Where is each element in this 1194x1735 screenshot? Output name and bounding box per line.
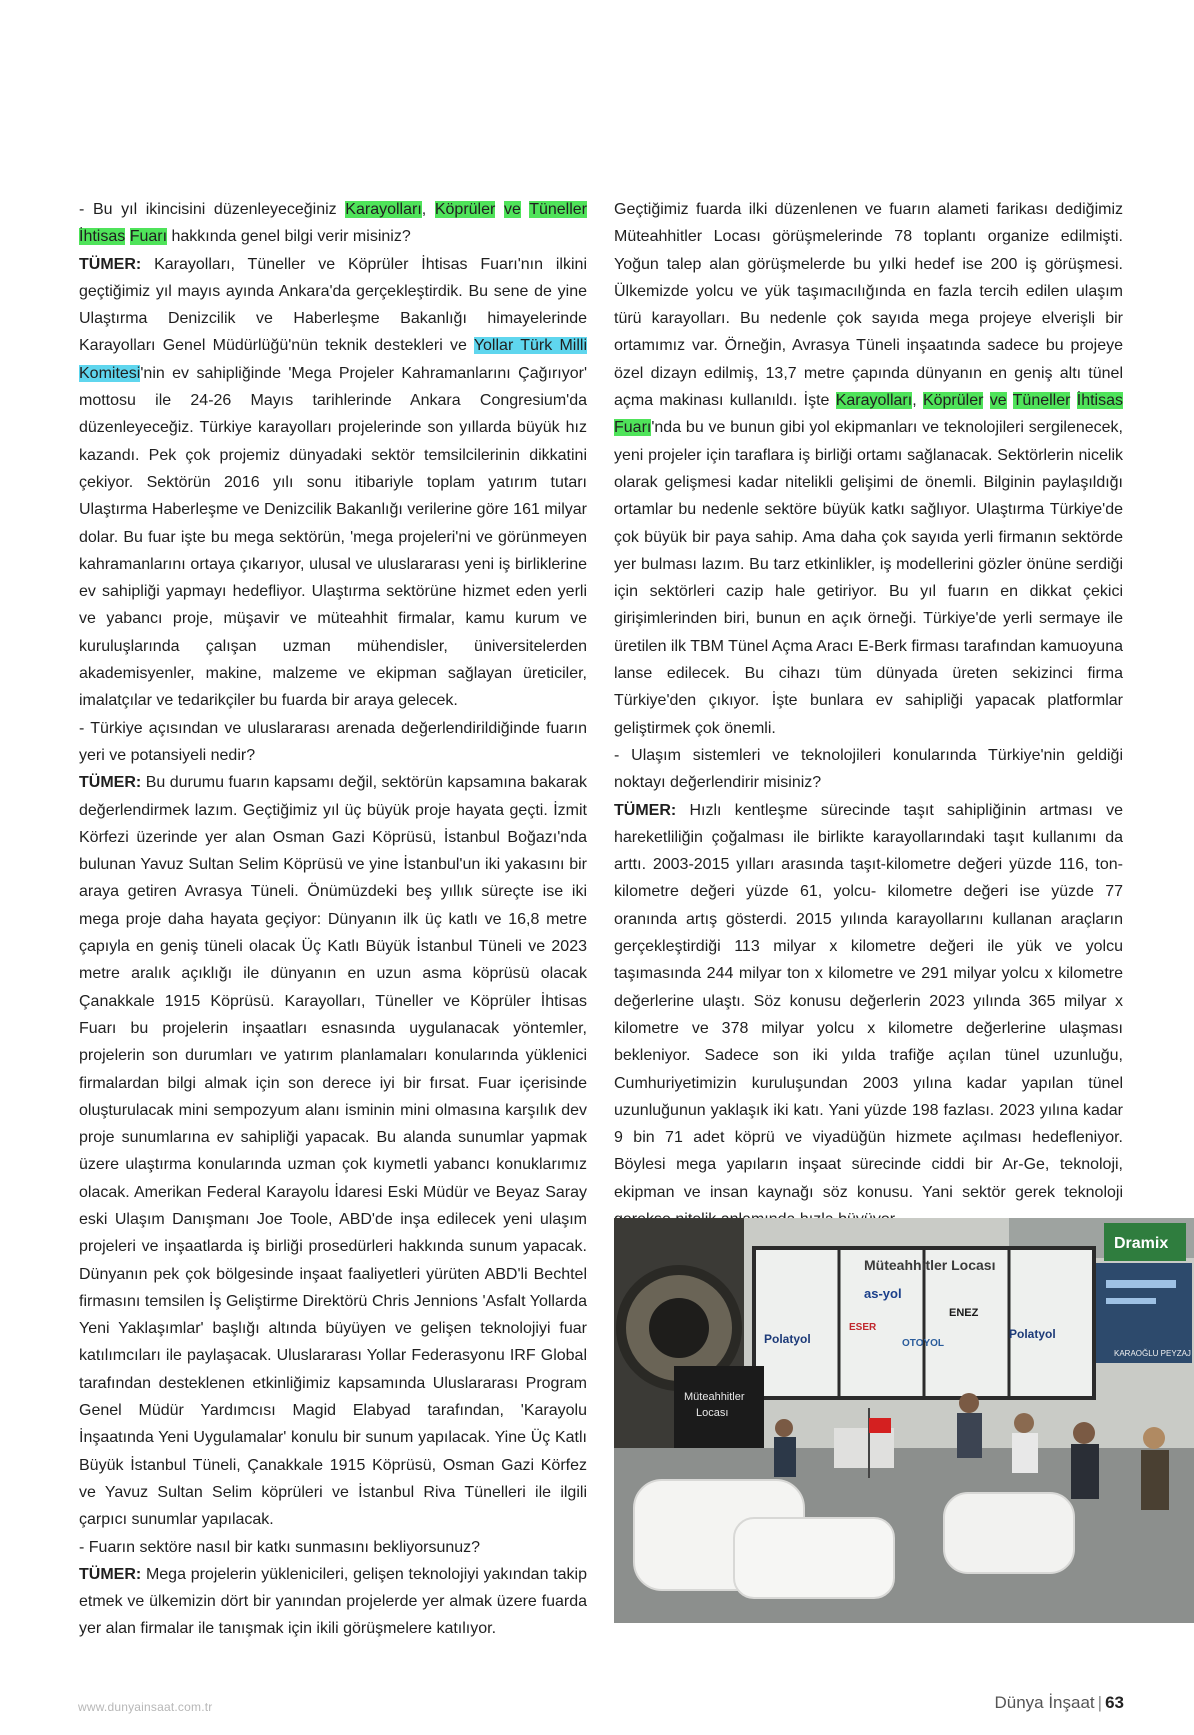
- question-text: hakkında genel bilgi verir misiniz?: [167, 228, 411, 246]
- visitor-head: [1073, 1422, 1095, 1444]
- polatyol-logo: Polatyol: [1009, 1327, 1056, 1341]
- answer-text: Bu durumu fuarın kapsamı değil, sektörün kapsamına bakarak değerlendirmek lazım. Geçtiğimiz yıl üç büyük proje hayata geçti. İzmit Körfezi üzerinde yer alan Osman Gazi Köprüsü, İstanbul Boğazı'nda bulunan Yavuz Sultan Selim Köprüsü ve yine İstanbul'un iki yakasını bir araya getiren Avrasya Tüneli. Önümüzdeki beş yıllık süreçte ise iki mega proje daha hayata geçiyor: Dünyanın ilk üç katlı ve 16,8 metre çapıyla en geniş tüneli olacak Üç Katlı Büyük İstanbul Tüneli ve 2023 metre aralık açıklığı ile dünyanın en uzun asma köprüsü olacak Çanakkale 1915 Köprüsü. Karayolları, Tüneller ve Köprüler İhtisas Fuarı bu projelerin inşaatları esnasında uygulanacak yöntemler, projelerin son durumları ve yatırım planlamaları konularında yüklenici firmalardan bilgi almak için son derece iyi bir fırsat. Fuar içerisinde oluşturulacak mini sempozyum alanı isminin mini olmasına karşılık dev proje sunumlarına ev sahipliği yapacak. Bu alanda sunumlar yapmak üzere ulaştırma konularında uzman çok kıymetli yabancı konuklarımız olacak. Amerikan Federal Karayolu İdaresi Eski Müdür ve Beyaz Saray eski Ulaşım Danışmanı Joe Toole, ABD'de inşa edilecek yeni ulaşım projeleri ve inşaatlarda iş birliği prosedürleri hakkında sunum yapacak. Dünyanın pek çok bölgesinde inşaat faaliyetleri yürüten ABD'li Bechtel firmasını temsilen İş Geliştirme Direktörü Chris Jennions 'Asfalt Yollarda Yeni Yaklaşımlar' başlığı altında büyüyen ve gelişen teknolojiyi fuar katılımcıları ile paylaşacak. Uluslararası Yollar Federasyonu IRF Global tarafından desteklenen etkinliğimiz kapsamında Uluslararası Program Genel Müdür Yardımcısı Magid Elabyad tarafından, 'Karayolu İnşaatında Yeni Uygulamalar' konulu bir sunum yapılacak. Yine Üç Katlı Büyük İstanbul Tüneli, Çanakkale 1915 Köprüsü, Osman Gazi Körfez ve Yavuz Sultan Selim köprüleri ve İstanbul Riva Tünelleri ile ilgili çarpıcı sunumlar yapılacak.: [79, 774, 587, 1529]
- speaker-label: TÜMER:: [614, 801, 677, 819]
- booth-photo-illustration: [614, 1218, 1194, 1623]
- visitor-head: [775, 1419, 793, 1437]
- question-4: - Ulaşım sistemleri ve teknolojileri konularında Türkiye'nin geldiği noktayı değerlendirir misiniz?: [614, 746, 1123, 792]
- visitor-head: [959, 1393, 979, 1413]
- footer-website: www.dunyainsaat.com.tr: [78, 1700, 213, 1714]
- turkish-flag: [869, 1418, 891, 1433]
- table: [834, 1428, 894, 1468]
- highlight: Köprüler: [434, 201, 496, 218]
- answer-text: 'nin ev sahipliğinde 'Mega Projeler Kahramanlarını Çağırıyor' mottosu ile 24-26 Mayıs tarihlerinde Ankara Congresium'da düzenleyeceğiz. Türkiye karayolları projelerinde son yıllarda büyük hız kazandı. Pek çok projemiz dünyadaki sektör temsilcilerinin dikkatini çekiyor. Sektörün 2016 yılı sonu itibariyle toplam yatırım tutarı Ulaştırma Haberleşme ve Denizcilik Bakanlığı verilerine göre 161 milyar dolar. Bu fuar işte bu mega sektörün, 'mega projeleri'ni ve görünmeyen kahramanlarını ortaya çıkarıyor, ulusal ve uluslararası yeni iş birliklerine ev sahipliği yapmayı hedefliyor. Ulaştırma sektörüne hizmet eden yerli ve yabancı proje, müşavir ve müteahhit firmalar, kamu kurum ve kuruluşlarında çalışan uzman mühendisler, üniversitelerden akademisyenler, makine, malzeme ve ekipman sağlayan üreticiler, imalatçılar ve tedarikçiler bu fuarda bir araya gelecek.: [79, 364, 587, 710]
- highlight: İhtisas: [79, 228, 126, 246]
- highlight: Fuarı: [129, 228, 168, 246]
- white-armchair: [944, 1493, 1074, 1573]
- highlight: Köprüler: [922, 392, 984, 410]
- question-3: - Fuarın sektöre nasıl bir katkı sunmasını bekliyorsunuz?: [79, 1538, 481, 1556]
- answer-text: Mega projelerin yüklenicileri, gelişen teknolojiyi yakından takip etmek ve ülkemizin dört bir yanından projelerde yer almak üzere fuarda yer alan firmalar ile tanışmak için ikili görüşmelere katılıyor.: [79, 1565, 587, 1638]
- paragraph-1: [614, 196, 1123, 742]
- dramix-sign: Dramix: [1114, 1235, 1169, 1252]
- answer-2: [79, 769, 587, 1533]
- separator: [1007, 392, 1013, 409]
- poster-detail: [1106, 1280, 1176, 1288]
- eser-logo: ESER: [849, 1322, 877, 1333]
- visitor-body: [1071, 1444, 1099, 1499]
- karaoglu-sign: KARAOĞLU PEYZAJ: [1114, 1349, 1191, 1358]
- separator: [521, 201, 529, 218]
- counter-sign-line-1: Müteahhitler: [684, 1391, 745, 1403]
- asyol-logo: as-yol: [864, 1286, 902, 1301]
- highlight: Tüneller: [529, 201, 587, 218]
- visitor-body: [957, 1413, 982, 1458]
- paragraph-text: 'nda bu ve bunun gibi yol ekipmanları ve teknolojileri sergilenecek, yeni projeler için taraflara iş birliği ortamı sağlanacak. Sektörlerin nicelik olarak gelişmesi kadar nitelikli gelişimi de önemli. Bilginin paylaşıldığı ortamlar bu nedenle sektöre büyük katkı sağlıyor. Ulaştırma Türkiye'de çok büyük bir paya sahip. Ama daha çok sayıda yerli firmanın sektörde yer bulması lazım. Bu tarz etkinlikler, iş modellerini gözler önüne serdiği için sektörleri cazip hale getiriyor. Bu yıl fuarın en dikkat çekici girişimlerinden biri, bunun en açık örneği. Türkiye'de yerli sermaye ile üretilen ilk TBM Tünel Açma Aracı E-Berk firması tarafından kamuoyuna lanse edilecek. Bu cihazı tüm dünyada üreten sekizinci firma Türkiye'den çıkıyor. İşte bunlara ev sahipliği yapacak platformlar geliştirmek çok önemli.: [614, 419, 1123, 737]
- magazine-name: Dünya İnşaat: [994, 1693, 1095, 1712]
- left-column: [79, 196, 587, 1643]
- separator: [983, 392, 989, 409]
- counter-sign-line-2: Locası: [696, 1407, 729, 1419]
- visitor-body: [1141, 1450, 1169, 1510]
- visitor-body: [1012, 1433, 1038, 1473]
- separator: ,: [421, 201, 435, 218]
- speaker-label: TÜMER:: [79, 774, 142, 792]
- question-text: - Bu yıl ikincisini düzenleyeceğiniz: [79, 201, 346, 218]
- answer-text: Hızlı kentleşme sürecinde taşıt sahipliğinin artması ve hareketliliğin çoğalması ile birlikte karayollarındaki taşıt kullanımı da arttı. 2003-2015 yılları arasında taşıt-kilometre değeri yüzde 116, ton- kilometre değeri yüzde 61, yolcu- kilometre değeri ise yüzde 77 oranında artış gösterdi. 2015 yılında karayollarını kullanan araçların gerçekleştirdiği 113 milyar x kilometre değeri ile yük ve yolcu taşımasında 244 milyar ton x kilometre ve 291 milyar yolcu x kilometre değerlerine ulaştı. Söz konusu değerlerin 2023 yılında 365 milyar x kilometre ve 378 milyar yolcu x kilometre değerlerine ulaşması bekleniyor. Sadece son iki yılda trafiğe açılan tünel uzunluğu, Cumhuriyetimizin kuruluşundan 2003 yılına kadar yapılan tünel uzunluğunun yaklaşık iki katı. Yani yüzde 198 fazlası. 2023 yılına kadar 9 bin 71 adet köprü ve viyadüğün hizmete açılması hedefleniyor. Böylesi mega yapıların inşaat sürecinde ciddi bir Ar-Ge, teknoloji, ekipman ve insan kaynağı söz konusu. Yani sektör gerek teknoloji: [614, 801, 1123, 1201]
- white-armchair: [734, 1518, 894, 1598]
- speaker-label: TÜMER:: [79, 255, 142, 273]
- visitor-head: [1014, 1413, 1034, 1433]
- visitor-body: [774, 1437, 796, 1477]
- otoyol-logo: OTOYOL: [902, 1338, 945, 1349]
- page-number: 63: [1105, 1693, 1124, 1712]
- highlight: Fuarı: [614, 419, 652, 437]
- answer-3: [79, 1561, 587, 1643]
- separator: [495, 201, 504, 218]
- highlight: ve: [989, 392, 1007, 410]
- footer-separator: |: [1097, 1693, 1103, 1712]
- answer-1: [79, 251, 587, 715]
- footer-magazine: [994, 1693, 1124, 1713]
- muteahhitler-locasi-sign: Müteahhitler Locası: [864, 1257, 996, 1273]
- visitor-head: [1143, 1427, 1165, 1449]
- separator: [1070, 392, 1076, 409]
- highlight: Karayolları: [835, 392, 913, 410]
- highlight: ve: [503, 201, 521, 218]
- tunnel-opening: [649, 1298, 709, 1358]
- polatyol-logo: Polatyol: [764, 1332, 811, 1346]
- fair-booth-photo: [614, 1218, 1194, 1623]
- highlight: İhtisas: [1076, 392, 1124, 410]
- question-1: [79, 196, 587, 251]
- poster-detail: [1106, 1298, 1156, 1304]
- separator: ,: [912, 392, 923, 410]
- highlight: Karayolları: [345, 201, 422, 218]
- side-poster: [1094, 1263, 1192, 1363]
- question-2: - Türkiye açısından ve uluslararası arenada değerlendirildiğinde fuarın yeri ve potansiyeli nedir?: [79, 719, 587, 764]
- enez-logo: ENEZ: [949, 1307, 979, 1319]
- right-column: [614, 196, 1123, 1233]
- answer-4: [614, 797, 1123, 1234]
- highlight: Yollar Türk Milli Komitesi: [79, 337, 587, 382]
- paragraph-text: Geçtiğimiz fuarda ilki düzenlenen ve fuarın alameti farikası dediğimiz Müteahhitler Locası görüşmelerinde 78 toplantı organize edilmişti. Yoğun talep alan görüşmelerde bu yılki hedef ise 200 iş görüşmesi. Ülkemizde yolcu ve yük taşımacılığında en fazla tercih edilen ulaşım türü karayolları. Bu nedenle çok sayıda mega projeye elverişli bir ortamımız var. Örneğin, Avrasya Tüneli inşaatında sadece bu projeye özel dizayn edilmiş, 13,7 metre çapında dünyanın en geniş altı tünel açma makinası kullanıldı. İşte: [614, 201, 1123, 410]
- speaker-label: TÜMER:: [79, 1565, 142, 1583]
- answer-text: Karayolları, Tüneller ve Köprüler İhtisas Fuarı'nın ilkini geçtiğimiz yıl mayıs ayında Ankara'da gerçekleştirdik. Bu sene de yine Ulaştırma Denizcilik ve Haberleşme Bakanlığı himayelerinde Karayolları Genel Müdürlüğü'nün teknik destekleri ve: [79, 255, 587, 355]
- highlight: Tüneller: [1012, 392, 1071, 410]
